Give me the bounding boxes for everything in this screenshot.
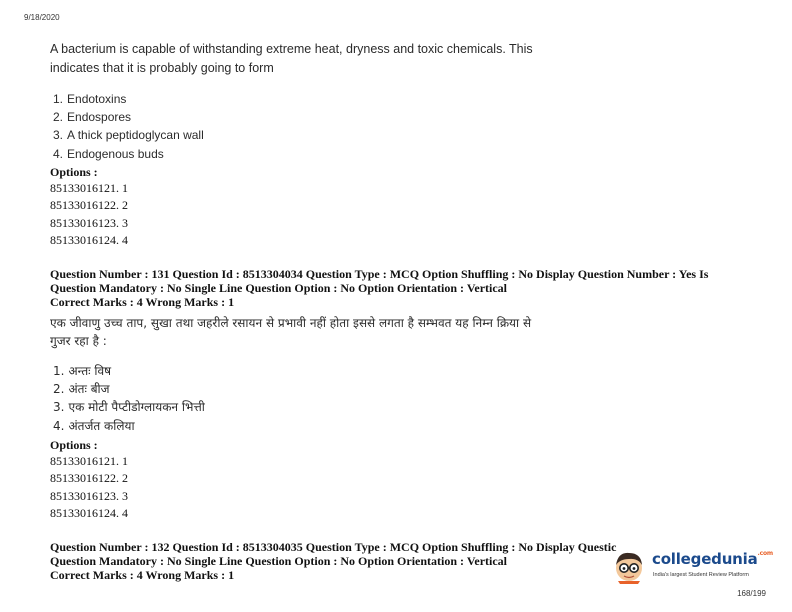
answer-option: 2. Endospores — [53, 110, 132, 125]
print-date: 9/18/2020 — [24, 13, 60, 22]
option-codes — [50, 180, 128, 249]
question-text-hindi — [50, 314, 570, 350]
answer-option: 3. A thick peptidoglycan wall — [53, 128, 204, 143]
option-code: 85133016122. 2 — [50, 471, 128, 486]
answer-option: 4. Endogenous buds — [53, 146, 164, 161]
question-meta — [50, 267, 708, 309]
answer-option: 2. अंतः बीज — [53, 382, 110, 397]
question-text-line: A bacterium is capable of withstanding extreme heat, dryness and toxic chemicals. This — [50, 42, 533, 56]
option-code: 85133016124. 4 — [50, 232, 128, 247]
brand-tagline: India's largest Student Review Platform — [653, 572, 749, 578]
question-meta-line: Question Number : 131 Question Id : 8513304034 Question Type : MCQ Option Shuffling : No Display Question Number : Yes Is — [50, 267, 709, 281]
options-section — [50, 437, 128, 522]
options-label: Options : — [50, 438, 98, 452]
question-text — [50, 40, 550, 78]
question-meta-line: Question Mandatory : No Single Line Question Option : No Option Orientation : Vertical — [50, 554, 508, 568]
collegedunia-logo — [612, 548, 773, 588]
page-number: 168/199 — [737, 589, 766, 598]
question-text-line: indicates that it is probably going to form — [50, 61, 274, 75]
mascot-icon — [612, 548, 646, 584]
option-code: 85133016121. 1 — [50, 181, 128, 195]
brand-name: collegedunia$^{.com}$ — [652, 550, 773, 568]
options-label: Options : — [50, 165, 98, 179]
question-text-line: गुजर रहा है : — [50, 334, 107, 348]
option-code: 85133016124. 4 — [50, 505, 128, 520]
option-codes — [50, 453, 128, 522]
answer-option: 1. अन्तः विष — [53, 364, 112, 378]
options-section — [50, 164, 128, 249]
answer-option: 1. Endotoxins — [53, 92, 127, 106]
answer-option: 4. अंतर्जत कलिया — [53, 418, 135, 433]
answer-options-list — [53, 362, 205, 435]
question-meta-line: Question Mandatory : No Single Line Question Option : No Option Orientation : Vertical — [50, 281, 508, 295]
option-code: 85133016123. 3 — [50, 215, 128, 230]
option-code: 85133016121. 1 — [50, 454, 128, 468]
question-marks: Correct Marks : 4 Wrong Marks : 1 — [50, 568, 235, 582]
question-meta — [50, 540, 616, 582]
question-text-line: एक जीवाणु उच्च ताप, सुखा तथा जहरीले रसायन से प्रभावी नहीं होता इससे लगता है सम्भवत यह निम्न क्रिया से — [50, 316, 532, 330]
question-marks: Correct Marks : 4 Wrong Marks : 1 — [50, 295, 235, 309]
answer-options-list — [53, 90, 204, 163]
question-meta-line: Question Number : 132 Question Id : 8513304035 Question Type : MCQ Option Shuffling : No Display Questic — [50, 540, 617, 554]
answer-option: 3. एक मोटी पैप्टीडोग्लायकन भित्ती — [53, 400, 205, 415]
option-code: 85133016122. 2 — [50, 198, 128, 213]
option-code: 85133016123. 3 — [50, 488, 128, 503]
